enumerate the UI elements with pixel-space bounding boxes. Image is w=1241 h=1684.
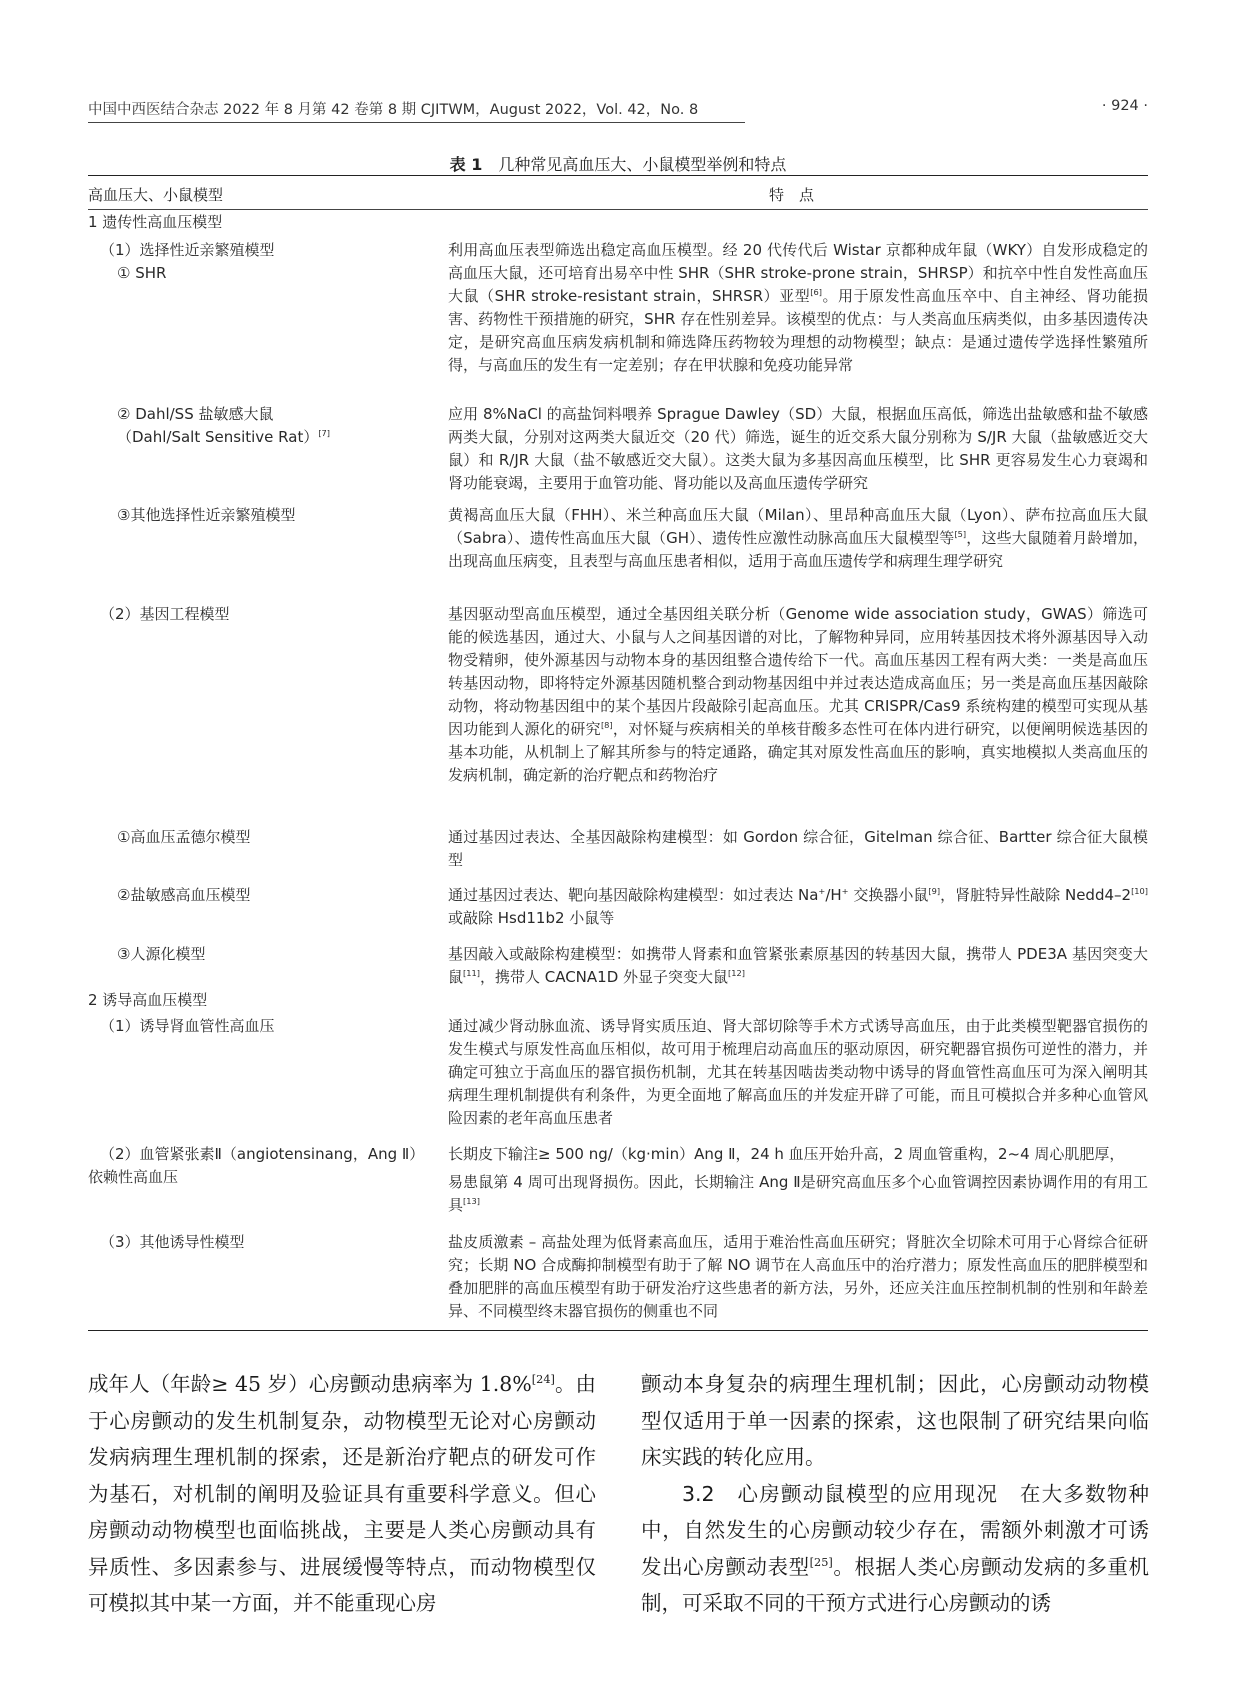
row-label-dahl: ② Dahl/SS 盐敏感大鼠 [117,405,274,423]
citation-ref: [5] [954,529,967,539]
row-desc-ge-text: 基因驱动型高血压模型，通过全基因组关联分析（Genome wide association study，GWAS）筛选可能的候选基因，通过大、小鼠与人之间基因谱的对比，了解物种异同，应用转基因技术将外源基因导入动物受精卵，使外源基因与动物本身的基因组整合遗传给下一代。高血压基因工程有两大类：一类是高血压转基因动物，即将特定外源基因随机整合到动物基因组中并过表达造成高血压；另一类是高血压基因敲除动物，将动物基因组中的某个基因片段敲除引起高血压。尤其 CRISPR/Cas9 系统构建的模型可实现从基因功能到人源化的研究 [448,605,1148,738]
citation-ref: [25] [809,1555,833,1569]
citation-ref: [8] [600,720,613,730]
row-desc-ang2 [448,1171,1148,1217]
body-text: 成年人（年龄≥ 45 岁）心房颤动患病率为 1.8% [88,1372,532,1396]
column-header-model: 高血压大、小鼠模型 [88,186,224,204]
row-desc-shr [448,239,1148,377]
table-header-rule [88,209,1148,210]
row-desc-other-induced: 盐皮质激素 – 高盐处理为低肾素高血压，适用于难治性高血压研究；肾脏次全切除术可用于心肾综合征研究；长期 NO 合成酶抑制模型有助于了解 NO 调节在人高血压中的治疗潜力；原发性高血压的肥胖模型和叠加肥胖的高血压模型有助于研发治疗这些患者的新方法，另外，还应关注血压控制机制的性别和年龄差异、不同模型终末器官损伤的侧重也不同 [448,1233,1148,1320]
desc-part: 通过基因过表达、靶向基因敲除构建模型：如过表达 Na [448,886,819,904]
row-label-genetic-engineering: （2）基因工程模型 [100,605,230,623]
citation-ref: [7] [318,428,331,438]
citation-ref: [6] [810,287,822,297]
table-caption [88,152,1148,175]
row-desc-humanized [448,943,1148,989]
row-label-selective-breeding: （1）选择性近亲繁殖模型 [100,241,275,259]
superscript: + [841,886,849,896]
row-label-ang2-cont: 依赖性高血压 [88,1168,179,1186]
body-paragraph [641,1476,1149,1622]
row-desc-shr-text-cont: 。用于原发性高血压卒中、自主神经、肾功能损害、药物性干预措施的研究，SHR 存在性别差异。该模型的优点：与人类高血压病类似，由多基因遗传决定，是研究高血压病发病机制和筛选降压药物较为理想的动物模型；缺点：是通过遗传学选择性繁殖所得，与高血压的发生有一定差别；存在甲状腺和免疫功能异常 [448,287,1148,374]
row-desc-other-text-cont: ，这些大鼠随着月龄增加，出现高血压病变，且表型与高血压患者相似，适用于高血压遗传学和病理生理学研究 [448,529,1148,570]
citation-ref: [10] [1131,886,1148,896]
row-label-salt-sensitive: ②盐敏感高血压模型 [117,886,251,904]
row-desc-other-selective [448,504,1148,573]
citation-ref: [9] [928,886,941,896]
citation-ref: [11] [463,968,480,978]
desc-part: ，肾脏特异性敲除 Nedd4–2 [940,886,1132,904]
journal-citation: 中国中西医结合杂志 2022 年 8 月第 42 卷第 8 期 CJITWM，August 2022，Vol. 42，No. 8 [88,102,699,118]
row-desc-genetic-engineering [448,603,1148,787]
citation-ref: [13] [463,1196,480,1206]
body-paragraph: 颤动本身复杂的病理生理机制；因此，心房颤动动物模型仅适用于单一因素的探索，这也限制了研究结果向临床实践的转化应用。 [641,1372,1149,1469]
row-label-dahl-en [117,426,330,449]
desc-part: 易患鼠第 4 周可出现肾损伤。因此，长期输注 Ang Ⅱ是研究高血压多个心血管调控因素协调作用的有用工具 [448,1173,1148,1214]
row-desc-dahl: 应用 8%NaCl 的高盐饲料喂养 Sprague Dawley（SD）大鼠，根据血压高低，筛选出盐敏感和盐不敏感两类大鼠，分别对这两类大鼠近交（20 代）筛选，诞生的近交系大鼠分别称为 S/JR 大鼠（盐敏感近交大鼠）和 R/JR 大鼠（盐不敏感近交大鼠）。这类大鼠为多基因高血压模型，比 SHR 更容易发生心力衰竭和肾功能衰竭，主要用于血管功能、肾功能以及高血压遗传学研究 [448,405,1148,492]
row-label-other-selective: ③其他选择性近亲繁殖模型 [117,506,296,524]
table-bottom-rule [88,1330,1148,1331]
row-desc-ang2-line1: 长期皮下输注≥ 500 ng/（kg·min）Ang Ⅱ，24 h 血压开始升高，2 周血管重构，2~4 周心肌肥厚， [448,1145,1125,1163]
superscript: + [818,886,826,896]
body-text: 在大多数物种中，自然发生的心房颤动较少存在，需额外刺激才可诱发出心房颤动表型 [641,1481,1150,1579]
row-label-renovascular: （1）诱导肾血管性高血压 [100,1017,275,1035]
row-desc-shr-text: 利用高血压表型筛选出稳定高血压模型。经 20 代传代后 Wistar 京都种成年鼠（WKY）自发形成稳定的高血压大鼠，还可培育出易卒中性 SHR（SHR stroke-prone strain，SHRSP）和抗卒中性自发性高血压大鼠（SHR stroke-resistant strain，SHRSR）亚型 [448,241,1148,305]
section-heading-genetic: 1 遗传性高血压模型 [88,213,223,231]
desc-part: 交换器小鼠 [848,886,929,904]
table-title: 几种常见高血压大、小鼠模型举例和特点 [498,155,787,174]
desc-part: /H [825,886,842,904]
row-label-ang2: （2）血管紧张素Ⅱ（angiotensinang，Ang Ⅱ） [100,1145,425,1163]
running-header [88,98,1148,122]
row-label-dahl-en-text: （Dahl/Salt Sensitive Rat） [117,428,319,446]
section-heading-3-2: 3.2 心房颤动鼠模型的应用现况 [682,1481,999,1506]
table-number: 表 1 [449,155,483,174]
body-paragraph [88,1366,596,1622]
desc-part: 或敲除 Hsd11b2 小鼠等 [448,909,615,927]
body-column-left [88,1366,596,1622]
desc-part: 基因敲入或敲除构建模型：如携带人肾素和血管紧张素原基因的转基因大鼠，携带人 PDE3A 基因突变大鼠 [448,945,1148,986]
row-desc-salt-sensitive [448,884,1148,930]
table-top-rule [88,175,1148,176]
row-desc-other-text: 黄褐高血压大鼠（FHH）、米兰种高血压大鼠（Milan）、里昂种高血压大鼠（Lyon）、萨布拉高血压大鼠（Sabra）、遗传性高血压大鼠（GH）、遗传性应激性动脉高血压大鼠模型等 [448,506,1148,547]
body-column-right [641,1366,1149,1622]
row-label-humanized: ③人源化模型 [117,945,206,963]
column-header-features: 特 点 [769,186,815,204]
citation-ref: [12] [728,968,745,978]
desc-part: ，携带人 CACNA1D 外显子突变大鼠 [479,968,729,986]
row-label-mendelian: ①高血压孟德尔模型 [117,828,251,846]
body-text: 。由于心房颤动的发生机制复杂，动物模型无论对心房颤动发病病理生理机制的探索，还是新治疗靶点的研发可作为基石，对机制的阐明及验证具有重要科学意义。但心房颤动动物模型也面临挑战，主要是人类心房颤动具有异质性、多因素参与、进展缓慢等特点，而动物模型仅可模拟其中某一方面，并不能重现心房 [88,1372,596,1615]
citation-ref: [24] [531,1373,555,1387]
row-desc-mendelian: 通过基因过表达、全基因敲除构建模型：如 Gordon 综合征，Gitelman 综合征、Bartter 综合征大鼠模型 [448,828,1148,869]
header-rule [88,122,745,123]
row-label-shr: ① SHR [117,264,167,282]
row-desc-renovascular: 通过减少肾动脉血流、诱导肾实质压迫、肾大部切除等手术方式诱导高血压，由于此类模型靶器官损伤的发生模式与原发性高血压相似，故可用于梳理启动高血压的驱动原因，研究靶器官损伤可逆性的潜力，并确定可独立于高血压的器官损伤机制，尤其在转基因啮齿类动物中诱导的肾血管性高血压可为深入阐明其病理生理机制提供有利条件，为更全面地了解高血压的并发症开辟了可能，而且可模拟合并多种心血管风险因素的老年高血压患者 [448,1017,1148,1127]
row-desc-ge-text-cont: ，对怀疑与疾病相关的单核苷酸多态性可在体内进行研究，以便阐明候选基因的基本功能，从机制上了解其所参与的特定通路，确定其对原发性高血压的影响，真实地模拟人类高血压的发病机制，确定新的治疗靶点和药物治疗 [448,720,1148,784]
body-text: 。根据人类心房颤动发病的多重机制，可采取不同的干预方式进行心房颤动的诱 [641,1554,1150,1615]
section-heading-induced: 2 诱导高血压模型 [88,991,208,1009]
row-label-other-induced: （3）其他诱导性模型 [100,1233,245,1251]
page-number: · 924 · [1101,98,1148,114]
